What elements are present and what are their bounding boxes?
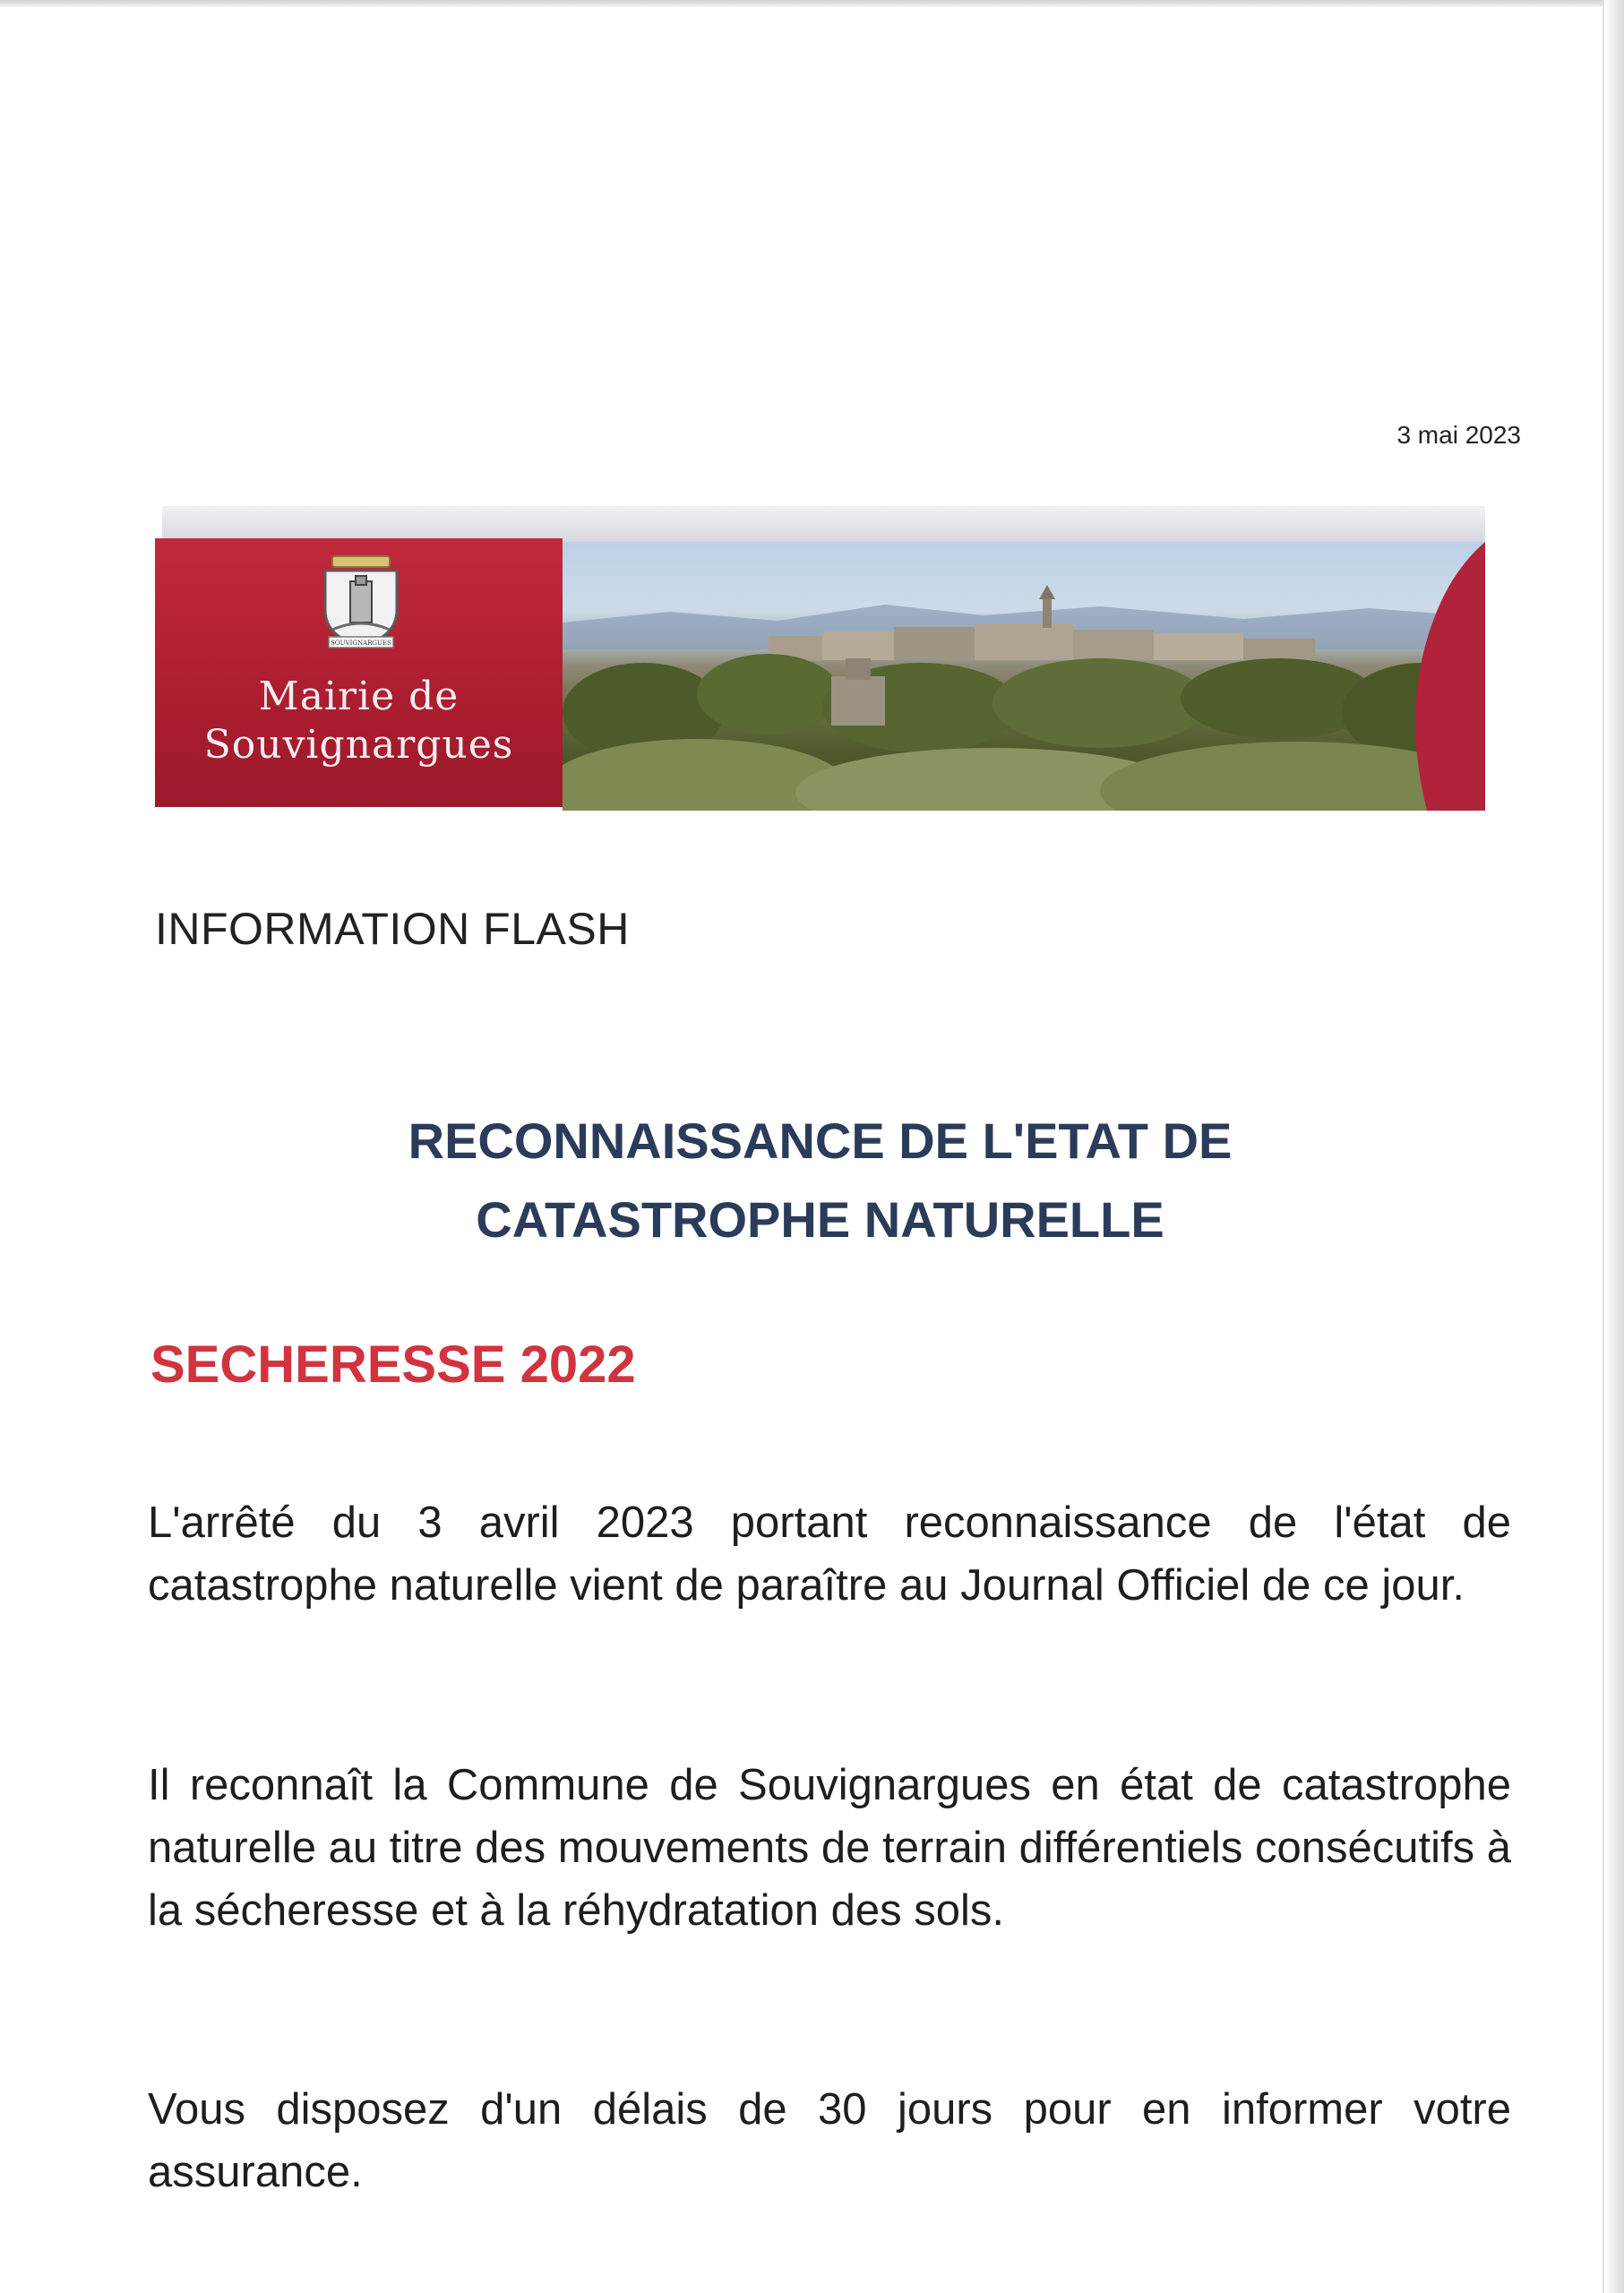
scan-edge-right (1603, 0, 1624, 2293)
banner-top-strip (162, 506, 1485, 542)
paragraph-reconnaissance: Il reconnaît la Commune de Souvignargues en état de catastrophe naturelle au titre des mouvements de terrain différentiels consécutifs à la sécheresse et à la réhydratation des sols. (148, 1761, 1511, 1935)
crest-label: SOUVIGNARGUES (331, 640, 391, 647)
subtitle: SECHERESSE 2022 (150, 1335, 636, 1394)
paragraph-delai: Vous disposez d'un délais de 30 jours pour en informer votre assurance. (148, 2085, 1511, 2196)
mairie-title-line1: Mairie de (258, 674, 460, 719)
main-title-line2: CATASTROPHE NATURELLE (476, 1191, 1164, 1248)
banner-red-panel (155, 538, 563, 807)
village-landscape-photo (563, 542, 1485, 811)
main-title (155, 1102, 1485, 1259)
scan-edge-top (0, 0, 1624, 7)
main-title-line1: RECONNAISSANCE DE L'ETAT DE (408, 1112, 1233, 1169)
mairie-title (155, 673, 563, 769)
mairie-banner (155, 506, 1485, 815)
mairie-title-line2: Souvignargues (203, 722, 514, 768)
coat-of-arms-icon (316, 554, 406, 653)
information-flash-kicker: INFORMATION FLASH (155, 904, 630, 954)
banner-red-curve (1400, 542, 1485, 811)
document-date: 3 mai 2023 (1396, 421, 1521, 449)
paragraph-arrete: L'arrêté du 3 avril 2023 portant reconnaissance de l'état de catastrophe naturelle vient de paraître au Journal Officiel de ce jour. (148, 1499, 1511, 1610)
